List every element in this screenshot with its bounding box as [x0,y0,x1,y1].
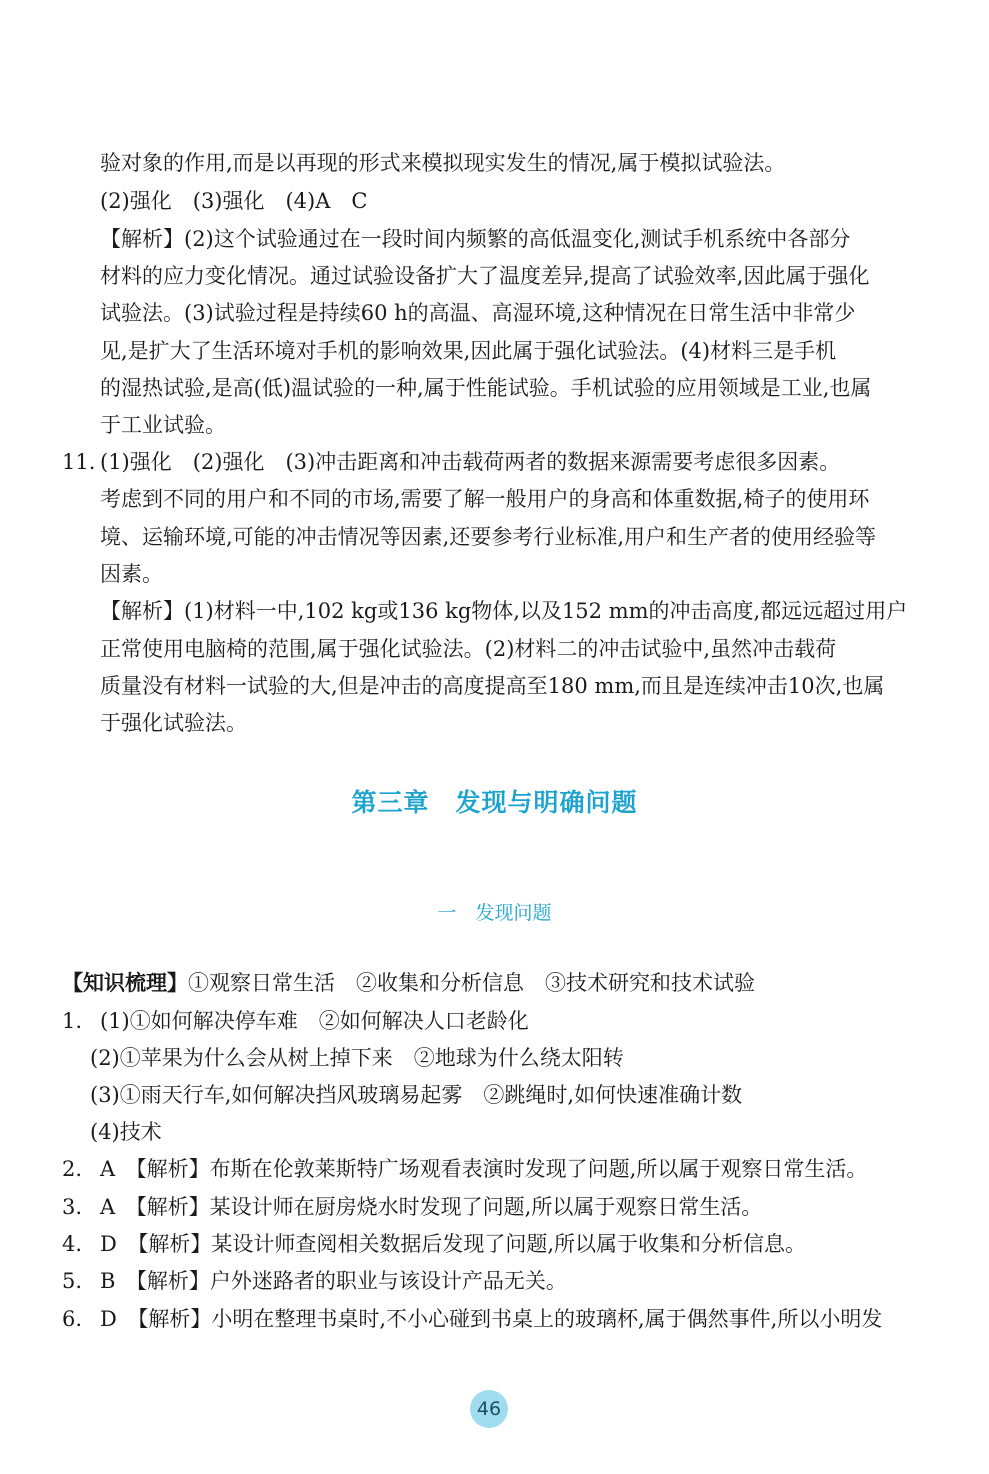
text-line: 于强化试验法。 [100,711,247,735]
answer-5 [62,1266,567,1296]
text-line: 的湿热试验,是高(低)温试验的一种,属于性能试验。手机试验的应用领域是工业,也属 [100,376,872,400]
knowledge-summary [62,968,755,998]
text-line: (2)强化 (3)强化 (4)A C [100,189,368,213]
question-number: 4. [62,1232,83,1256]
question-number: 3. [62,1195,83,1219]
question-number: 5. [62,1269,83,1293]
text-line: (1)强化 (2)强化 (3)冲击距离和冲击载荷两者的数据来源需要考虑很多因素。 [100,450,841,474]
answer-4 [62,1229,806,1259]
chapter-title: 第三章 发现与明确问题 [351,788,638,817]
text-line: 于工业试验。 [100,413,226,437]
answer-text: (1)①如何解决停车难 ②如何解决人口老龄化 [100,1009,529,1033]
answer-text: B 【解析】户外迷路者的职业与该设计产品无关。 [100,1269,567,1293]
knowledge-text: ①观察日常生活 ②收集和分析信息 ③技术研究和技术试验 [188,971,755,995]
answer-text: A 【解析】某设计师在厨房烧水时发现了问题,所以属于观察日常生活。 [100,1195,763,1219]
answer-text: (3)①雨天行车,如何解决挡风玻璃易起雾 ②跳绳时,如何快速准确计数 [90,1083,743,1107]
text-line: 境、运输环境,可能的冲击情况等因素,还要参考行业标准,用户和生产者的使用经验等 [100,525,877,549]
answer-text: D 【解析】某设计师查阅相关数据后发现了问题,所以属于收集和分析信息。 [100,1232,807,1256]
answer-text: (2)①苹果为什么会从树上掉下来 ②地球为什么绕太阳转 [90,1046,624,1070]
answer-text: (4)技术 [90,1120,162,1144]
question-number: 1. [62,1009,83,1033]
text-line: 见,是扩大了生活环境对手机的影响效果,因此属于强化试验法。(4)材料三是手机 [100,339,837,363]
text-line: 考虑到不同的用户和不同的市场,需要了解一般用户的身高和体重数据,椅子的使用环 [100,487,870,511]
text-line: 试验法。(3)试验过程是持续60 h的高温、高湿环境,这种情况在日常生活中非常少 [100,301,856,325]
section-title: 一 发现问题 [437,902,552,924]
answer-text: D 【解析】小明在整理书桌时,不小心碰到书桌上的玻璃杯,属于偶然事件,所以小明发 [100,1307,883,1331]
question-number: 11. [62,450,96,474]
text-line: 【解析】(1)材料一中,102 kg或136 kg物体,以及152 mm的冲击高度,都远远超过用户 [100,599,908,623]
answer-text: A 【解析】布斯在伦敦莱斯特广场观看表演时发现了问题,所以属于观察日常生活。 [100,1157,868,1181]
question-number: 6. [62,1307,83,1331]
answer-2 [62,1154,867,1184]
text-line: 因素。 [100,562,163,586]
answer-3 [62,1192,762,1222]
text-line: 材料的应力变化情况。通过试验设备扩大了温度差异,提高了试验效率,因此属于强化 [100,264,870,288]
knowledge-label: 【知识梳理】 [62,971,188,995]
page-number: 46 [470,1390,508,1428]
text-line: 正常使用电脑椅的范围,属于强化试验法。(2)材料二的冲击试验中,虽然冲击载荷 [100,637,837,661]
question-number: 2. [62,1157,83,1181]
text-line: 质量没有材料一试验的大,但是冲击的高度提高至180 mm,而且是连续冲击10次,也属 [100,674,885,698]
answer-1 [62,1006,529,1036]
question-11 [62,447,840,477]
text-line: 【解析】(2)这个试验通过在一段时间内频繁的高低温变化,测试手机系统中各部分 [100,227,851,251]
text-line: 验对象的作用,而是以再现的形式来模拟现实发生的情况,属于模拟试验法。 [100,151,786,175]
answer-6 [62,1304,882,1334]
